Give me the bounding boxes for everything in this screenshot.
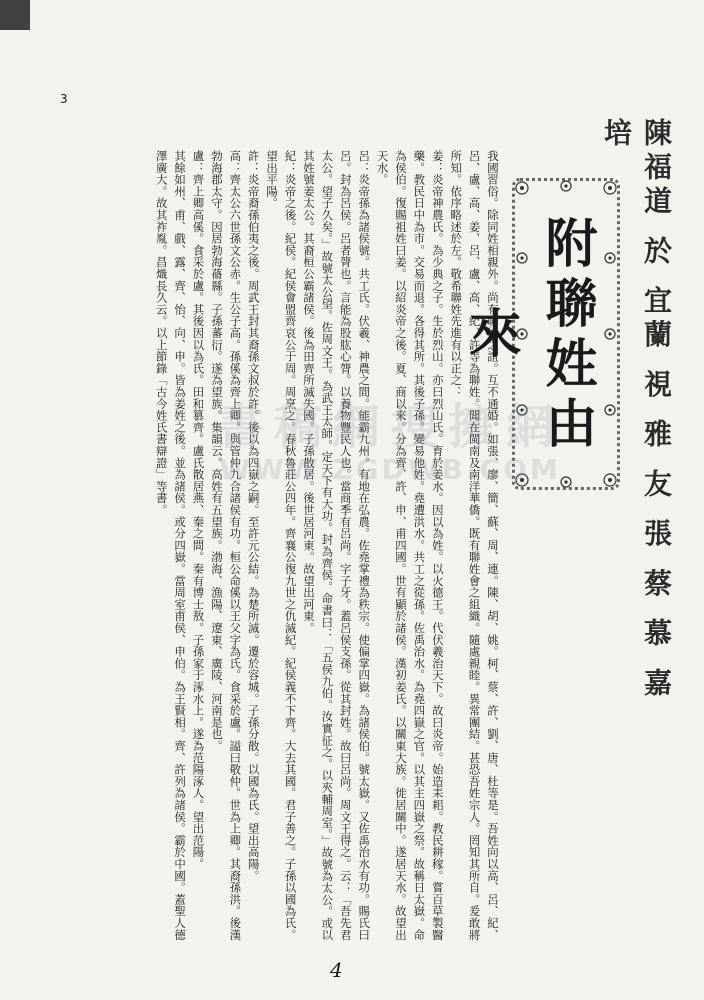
paragraph-ji: 紀：炎帝之後。紀侯。紀侯會盟齊哀公于周。周烹之。春秋魯莊公四年。齊襄公復九世之仇滅紀。紀侯義不下齊。大去其國。君子善之。子孫以國為氏。望出平陽。 (265, 150, 298, 941)
page-title: 附聯姓由來 (460, 216, 596, 456)
watermark-chinese: 書稿網搜擁網 (215, 399, 564, 455)
paragraph-lu: 盧：齊上卿高傒。食采於盧。其後因以為氏。田和篡齊。盧氏散居燕、秦之間。秦有博士敖。子孫家于涿水上。遂為范陽涿人。望出范陽。 (191, 150, 206, 870)
watermark-url: WWW.ZGDWB.COM (219, 453, 561, 486)
scan-corner-shadow (0, 0, 30, 30)
page-number: 4 (330, 958, 343, 982)
paragraph-intro: 我國習俗。除同姓相親外。尚有聯姓之誼。互不通婚。如張、廖、簡、蘇、周、連。陳、胡、姚。柯、蔡、許、劉、唐、杜等是。吾姓向以高、呂、紀、呂、盧、高、姜、呂、盧、高、紀、許等為聯姓。聞在閩南及南洋華僑。既有聯姓會之組織。隨處親睦。異常團結。甚恐吾姓宗人。罔知其所自。爰敢將所知。依序略述於左。敬希聯姓先進有以正之： (449, 150, 500, 941)
paragraph-jiang: 姜：炎帝神農氏。為少典之子。生於烈山。亦曰烈山氏。育於姜水。因以為姓。以火德王。代伏羲治天下。故曰炎帝。始造耒耜。教民耕稼。嘗百草製醫藥。教民日中為市。交易而退。各得其所。其後子孫。變易他姓。堯遭洪水。共工之從孫。佐禹治水。為堯四嶽之官。以其主四嶽之祭。故稱日太嶽。命為侯伯。復賜祖姓曰姜。以紹炎帝之後。夏、商以來。分為齊、許、申、甫四國。世有顯於諸侯。漢初姜氏。以關東大族。徙居關中。遂居天水。故望出天水。 (375, 150, 445, 941)
title-block (460, 178, 620, 490)
handwritten-header: 陳福道 於 宜蘭 視 雅 友 張 蔡 慕 嘉 培 (600, 118, 673, 702)
paragraph-xu: 許：炎帝裔孫伯夷之後。周武王封其裔孫文叔於許。後以為四嶽之嗣。至許元公結。為楚所滅。遷於容城。子孫分散。以國為氏。望出高陽。 (246, 150, 261, 882)
corner-page-number: 3 (60, 92, 68, 106)
paragraph-others: 其餘如州、甫、戲、露、齊、怡、向、申。皆為姜姓之後。並為諸侯。或分四嶽。當周室甫侯、申伯。為王賢相。齊、許列為諸侯。霸於中國。蓋聖人德澤廣大。故其祚胤。昌熾長久云。以上節錄「古今姓氏書辯證」等書。 (154, 150, 188, 941)
paragraph-gao: 高：齊太公六世孫文公赤。生公子高。孫傒為齊上卿。與管仲九合諸侯有功。桓公命傒以王父字為氏。食采於盧。謚曰敬仲。世為上卿。其裔孫洪。後漢勃海郡太守。因居勃海蓨縣。子孫蕃衍。遂為望族。集韻云。高姓有五望族。渤海、漁陽、遼東、廣陵、河南是也。 (209, 150, 243, 941)
paragraph-lv: 呂：炎帝孫為諸侯號。共工氏。伏羲、神農之間。能霸九州。有地在弘農。佐堯掌禮為秩宗。使偏掌四嶽。為諸侯伯。號太嶽。又佐禹治水有功。賜氏曰呂。封為呂侯。呂者膂也。言能為股肱心膂。以養物豐民人也。當商季有呂尚。字子牙。蓋呂侯支孫。從其封姓。故曰呂尚。周文王得之。云：「吾先君太公。望子久矣。」故號太公望。佐周文王。為武王太師。定天下有大功。封為齊侯。命書曰：「五侯九伯。汝實征之。以夾輔周室。」故號為太公。或以其姓號姜太公。其裔桓公霸諸侯。後為田齊所滅失國。子孫散居。後世居河東。故望出河東。 (301, 150, 372, 941)
body-text (110, 150, 502, 950)
